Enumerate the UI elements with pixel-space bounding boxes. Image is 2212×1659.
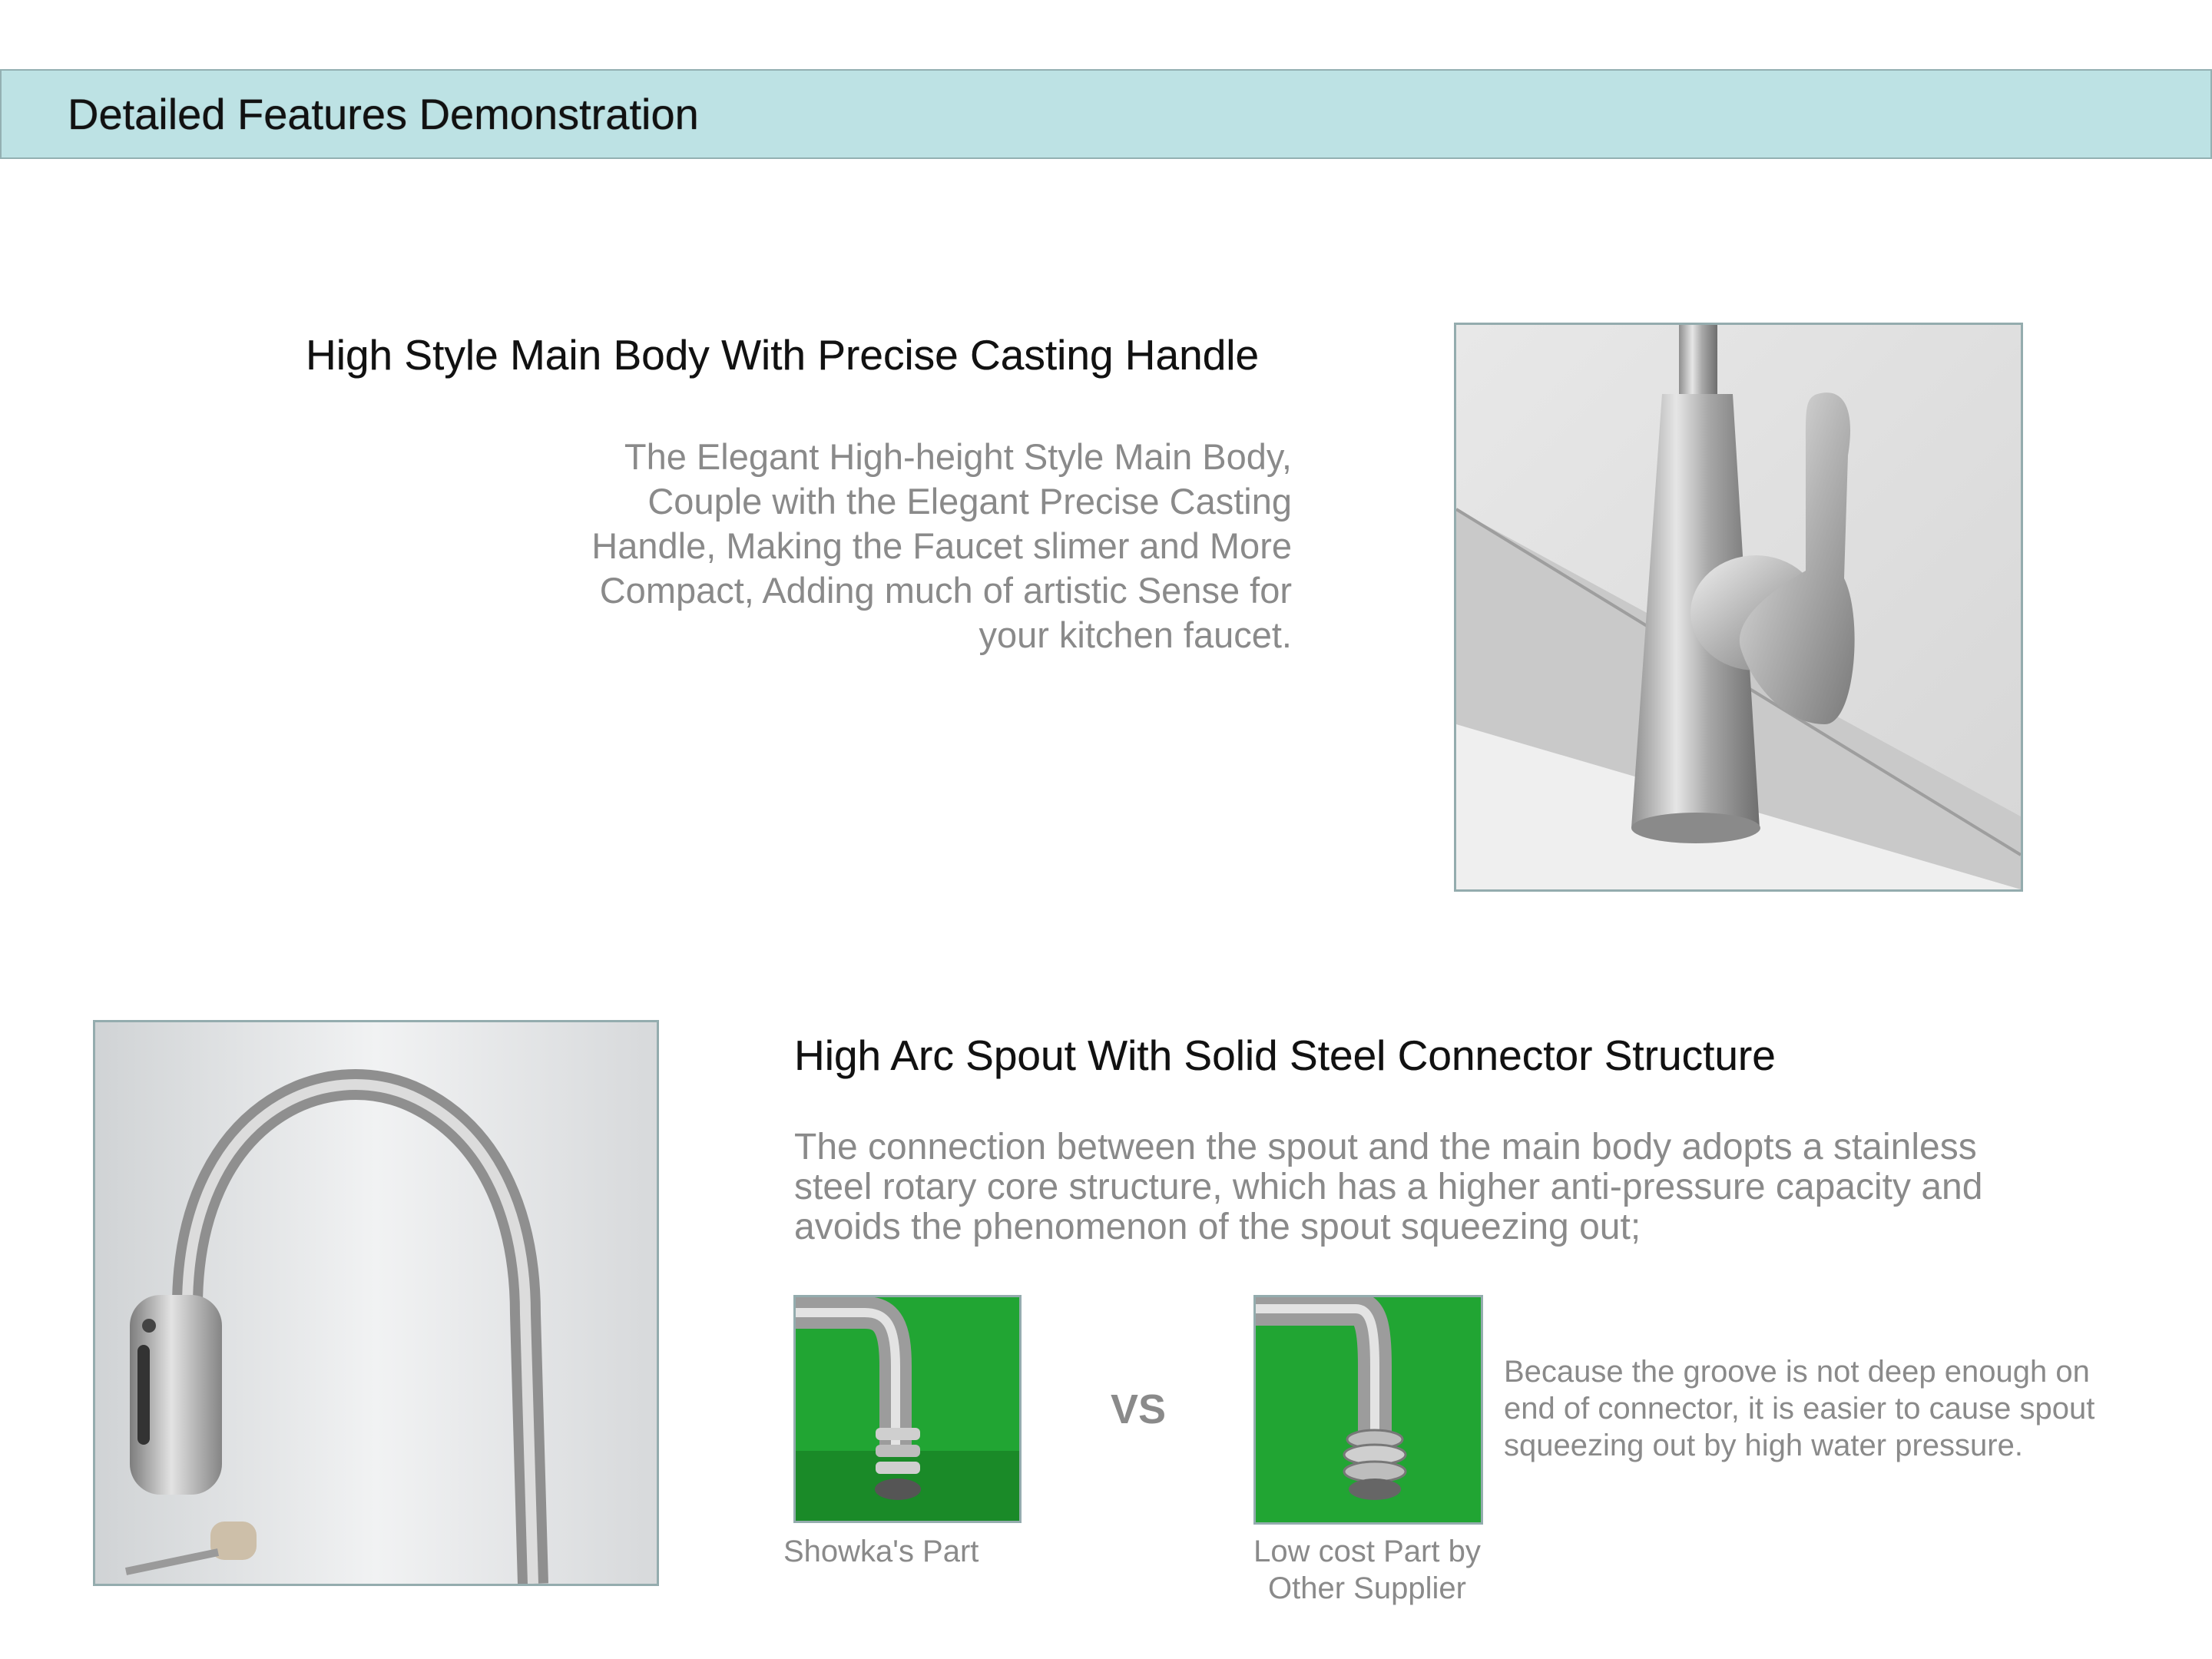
section1-body: The Elegant High-height Style Main Body, Couple with the Elegant Precise Casting Handle, Making the Faucet slimer and More Compact, Adding much of artistic Sense for your kitchen faucet. <box>591 436 1292 655</box>
showka-part-caption: Showka's Part <box>783 1535 979 1568</box>
comparison-note: Because the groove is not deep enough on end of connector, it is easier to cause spout squeezing out by high water pressure. <box>1504 1355 2095 1462</box>
other-supplier-part-caption: Low cost Part by Other Supplier <box>1253 1535 1481 1605</box>
header-banner <box>0 69 2212 159</box>
section2-body: The connection between the spout and the main body adopts a stainless steel rotary core structure, which has a higher anti-pressure capacity and avoids the phenomenon of the spout squeezing out; <box>794 1127 1983 1247</box>
other-supplier-part-photo <box>1253 1295 1483 1525</box>
showka-part-photo <box>793 1295 1022 1523</box>
section2-title: High Arc Spout With Solid Steel Connector Structure <box>794 1031 1776 1079</box>
page-title: Detailed Features Demonstration <box>68 90 699 138</box>
faucet-body-photo <box>1454 323 2023 892</box>
high-arc-spout-photo <box>93 1020 659 1586</box>
section1-title: High Style Main Body With Precise Casting Handle <box>306 331 1260 379</box>
versus-label: VS <box>1111 1386 1167 1432</box>
